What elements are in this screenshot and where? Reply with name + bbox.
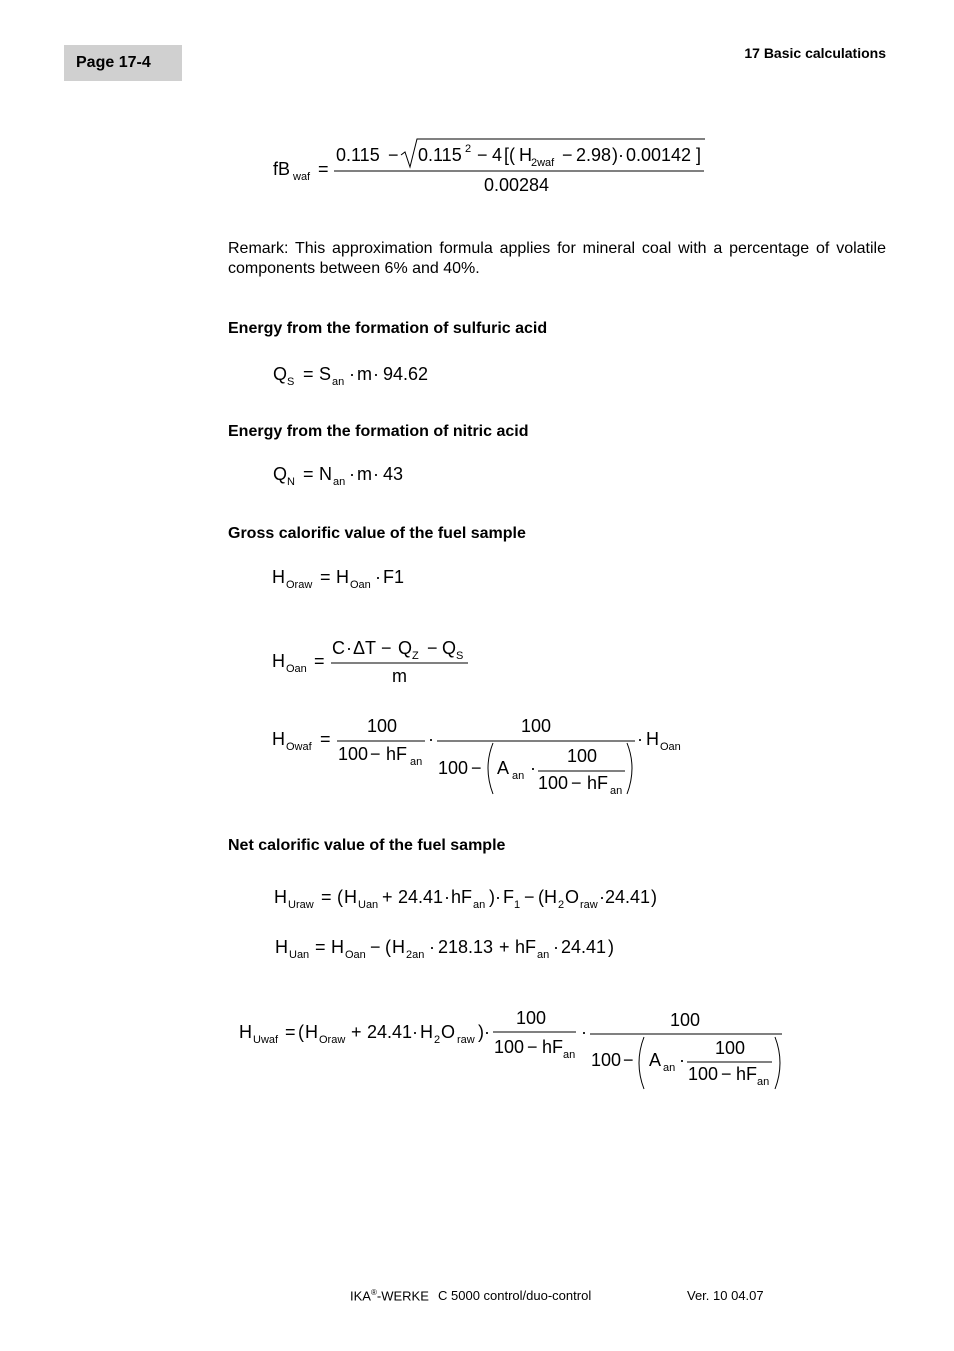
- svg-text:+: +: [351, 1022, 362, 1042]
- svg-text:hF: hF: [542, 1037, 564, 1057]
- heading-gross-calorific: Gross calorific value of the fuel sample: [228, 525, 526, 542]
- svg-text:−: −: [562, 145, 573, 165]
- svg-text:Oraw: Oraw: [286, 579, 313, 591]
- svg-text:0.00142: 0.00142: [626, 145, 692, 165]
- svg-text:Oan: Oan: [350, 579, 371, 591]
- svg-text:2waf: 2waf: [531, 157, 555, 169]
- svg-text:m: m: [392, 666, 407, 686]
- formula-fbwaf: [265, 135, 715, 200]
- svg-text:=: =: [315, 937, 326, 957]
- svg-text:2: 2: [434, 1034, 441, 1046]
- formula-qn: [265, 460, 465, 492]
- registered-mark: ®: [370, 1288, 377, 1297]
- svg-text:hF: hF: [386, 744, 408, 764]
- svg-text:100: 100: [591, 1050, 622, 1070]
- svg-text:H: H: [275, 937, 288, 957]
- svg-text:=: =: [303, 464, 314, 484]
- svg-text:H: H: [239, 1022, 252, 1042]
- svg-text:H: H: [420, 1022, 433, 1042]
- svg-text:Uan: Uan: [289, 949, 310, 961]
- heading-sulfuric-acid: Energy from the formation of sulfuric acid: [228, 320, 548, 337]
- svg-text:24.41: 24.41: [398, 887, 444, 907]
- svg-text:·: ·: [530, 758, 536, 778]
- svg-text:−: −: [370, 744, 381, 764]
- svg-text:4: 4: [492, 145, 503, 165]
- formula-horaw: [265, 563, 465, 595]
- svg-text:H: H: [336, 567, 349, 587]
- svg-text:100: 100: [538, 773, 569, 793]
- svg-text:an: an: [512, 770, 525, 782]
- svg-text:−: −: [381, 638, 392, 658]
- svg-text:·: ·: [412, 1022, 418, 1042]
- svg-text:)·: )·: [478, 1022, 490, 1042]
- svg-text:hF: hF: [451, 887, 473, 907]
- svg-text:raw: raw: [457, 1034, 475, 1046]
- svg-text:−: −: [477, 145, 488, 165]
- svg-text:−: −: [427, 638, 438, 658]
- svg-text:=: =: [321, 887, 332, 907]
- svg-text:H: H: [544, 887, 557, 907]
- svg-text:Owaf: Owaf: [286, 741, 312, 753]
- svg-text:=: =: [314, 651, 325, 671]
- svg-text:F: F: [503, 887, 514, 907]
- svg-text:=: =: [320, 729, 331, 749]
- svg-text:100: 100: [715, 1038, 746, 1058]
- svg-text:Oan: Oan: [660, 741, 681, 753]
- formula-hoan: [265, 633, 485, 689]
- svg-text:Q: Q: [273, 364, 288, 384]
- svg-text:hF: hF: [515, 937, 537, 957]
- svg-text:Oraw: Oraw: [319, 1034, 346, 1046]
- formula-huraw: [265, 882, 685, 914]
- svg-text:H: H: [344, 887, 357, 907]
- svg-text:100: 100: [688, 1064, 719, 1084]
- svg-text:S: S: [319, 364, 332, 384]
- svg-text:2an: 2an: [406, 949, 425, 961]
- svg-text:·: ·: [349, 464, 355, 484]
- svg-text:100: 100: [567, 746, 598, 766]
- svg-text:·: ·: [581, 1022, 587, 1042]
- svg-text:hF: hF: [587, 773, 609, 793]
- svg-text:an: an: [333, 476, 346, 488]
- svg-text:100: 100: [521, 716, 552, 736]
- svg-text:100: 100: [367, 716, 398, 736]
- svg-text:·: ·: [346, 638, 352, 658]
- svg-text:43: 43: [383, 464, 404, 484]
- svg-text:Uwaf: Uwaf: [253, 1034, 279, 1046]
- svg-text:−: −: [524, 887, 535, 907]
- svg-text:an: an: [537, 949, 550, 961]
- heading-nitric-acid: Energy from the formation of nitric acid: [228, 423, 529, 440]
- svg-text:24.41: 24.41: [605, 887, 651, 907]
- svg-text:an: an: [473, 899, 486, 911]
- svg-text:O: O: [565, 887, 580, 907]
- svg-text:A: A: [497, 758, 510, 778]
- svg-text:waf: waf: [293, 171, 311, 183]
- svg-text:Uraw: Uraw: [288, 899, 314, 911]
- svg-text:100: 100: [516, 1008, 547, 1028]
- svg-text:fB: fB: [273, 159, 291, 179]
- svg-text:−: −: [370, 937, 381, 957]
- svg-text:−: −: [571, 773, 582, 793]
- footer-version: Ver. 10 04.07: [687, 1288, 764, 1303]
- svg-text:(: (: [337, 887, 343, 907]
- page-number-tab: Page 17-4: [64, 45, 182, 81]
- heading-net-calorific: Net calorific value of the fuel sample: [228, 837, 506, 854]
- svg-text:]: ]: [696, 145, 702, 165]
- svg-text:): ): [608, 937, 614, 957]
- svg-text:2.98: 2.98: [576, 145, 612, 165]
- svg-text:(: (: [298, 1022, 304, 1042]
- svg-text:·: ·: [373, 464, 379, 484]
- svg-text:100: 100: [670, 1010, 701, 1030]
- svg-text:1: 1: [514, 899, 521, 911]
- svg-text:·: ·: [679, 1050, 685, 1070]
- svg-text:Z: Z: [412, 650, 419, 662]
- svg-text:S: S: [456, 650, 464, 662]
- svg-text:an: an: [757, 1076, 770, 1088]
- svg-text:H: H: [274, 887, 287, 907]
- formula-howaf: [265, 710, 695, 802]
- svg-text:(: (: [538, 887, 544, 907]
- svg-text:100: 100: [494, 1037, 525, 1057]
- svg-text:218.13: 218.13: [438, 937, 494, 957]
- svg-text:Oan: Oan: [345, 949, 366, 961]
- svg-text:H: H: [519, 145, 532, 165]
- svg-text:an: an: [332, 376, 345, 388]
- svg-text:hF: hF: [736, 1064, 758, 1084]
- svg-text:0.115: 0.115: [418, 145, 462, 165]
- svg-text:·: ·: [637, 729, 643, 749]
- svg-text:−: −: [721, 1064, 732, 1084]
- svg-text:·: ·: [373, 364, 379, 384]
- formula-huan: [265, 932, 665, 964]
- svg-text:·: ·: [428, 729, 434, 749]
- svg-text:=: =: [285, 1022, 296, 1042]
- svg-text:=: =: [318, 159, 329, 179]
- footer-manufacturer: [350, 1288, 429, 1303]
- svg-text:an: an: [663, 1062, 676, 1074]
- svg-text:A: A: [649, 1050, 662, 1070]
- svg-text:24.41: 24.41: [561, 937, 607, 957]
- svg-text:H: H: [272, 651, 285, 671]
- svg-text:O: O: [441, 1022, 456, 1042]
- footer-brand-suffix: -WERKE: [376, 1288, 429, 1304]
- svg-text:an: an: [563, 1049, 576, 1061]
- footer-brand: IKA: [350, 1288, 371, 1304]
- svg-text:2: 2: [465, 143, 472, 155]
- svg-text:F1: F1: [383, 567, 405, 587]
- svg-text:N: N: [319, 464, 332, 484]
- svg-text:−: −: [527, 1037, 538, 1057]
- svg-text:m: m: [357, 364, 372, 384]
- svg-text:m: m: [357, 464, 372, 484]
- svg-text:·: ·: [349, 364, 355, 384]
- svg-text:−: −: [623, 1050, 634, 1070]
- svg-text:100: 100: [338, 744, 369, 764]
- svg-text:=: =: [303, 364, 314, 384]
- svg-text:Q: Q: [273, 464, 288, 484]
- svg-text:2: 2: [558, 899, 565, 911]
- svg-text:Oan: Oan: [286, 663, 307, 675]
- svg-text:): ): [651, 887, 657, 907]
- svg-text:0.00284: 0.00284: [484, 175, 550, 195]
- svg-text:·: ·: [429, 937, 435, 957]
- svg-text:H: H: [646, 729, 659, 749]
- chapter-title: 17 Basic calculations: [744, 45, 886, 61]
- formula-huwaf: [230, 1003, 800, 1095]
- svg-text:an: an: [610, 785, 623, 797]
- svg-text:H: H: [331, 937, 344, 957]
- svg-text:·: ·: [599, 887, 605, 907]
- svg-text:Q: Q: [442, 638, 457, 658]
- svg-text:·: ·: [375, 567, 381, 587]
- svg-text:(: (: [385, 937, 391, 957]
- svg-text:+: +: [499, 937, 510, 957]
- svg-text:+: +: [382, 887, 393, 907]
- svg-text:S: S: [287, 376, 295, 388]
- remark-text: Remark: This approximation formula applies for mineral coal with a percentage of volatile components between 6% and 40%.: [228, 240, 886, 277]
- svg-text:−: −: [471, 758, 482, 778]
- svg-text:·: ·: [444, 887, 450, 907]
- svg-text:raw: raw: [580, 899, 598, 911]
- svg-text:N: N: [287, 476, 295, 488]
- svg-text:=: =: [320, 567, 331, 587]
- svg-text:)·: )·: [489, 887, 501, 907]
- svg-text:)·: )·: [612, 145, 624, 165]
- svg-text:0.115: 0.115: [336, 145, 380, 165]
- formula-qs: [265, 360, 485, 392]
- svg-text:Q: Q: [398, 638, 413, 658]
- svg-text:·: ·: [553, 937, 559, 957]
- svg-text:an: an: [410, 756, 423, 768]
- footer-product: C 5000 control/duo-control: [438, 1288, 592, 1303]
- svg-text:24.41: 24.41: [367, 1022, 413, 1042]
- svg-text:Uan: Uan: [358, 899, 379, 911]
- svg-text:H: H: [305, 1022, 318, 1042]
- svg-text:C: C: [332, 638, 345, 658]
- svg-text:ΔT: ΔT: [353, 638, 377, 658]
- svg-text:H: H: [272, 567, 285, 587]
- svg-text:100: 100: [438, 758, 469, 778]
- svg-text:H: H: [272, 729, 285, 749]
- svg-text:−: −: [388, 145, 399, 165]
- svg-text:94.62: 94.62: [383, 364, 429, 384]
- svg-text:H: H: [392, 937, 405, 957]
- svg-text:[(: [(: [504, 145, 515, 165]
